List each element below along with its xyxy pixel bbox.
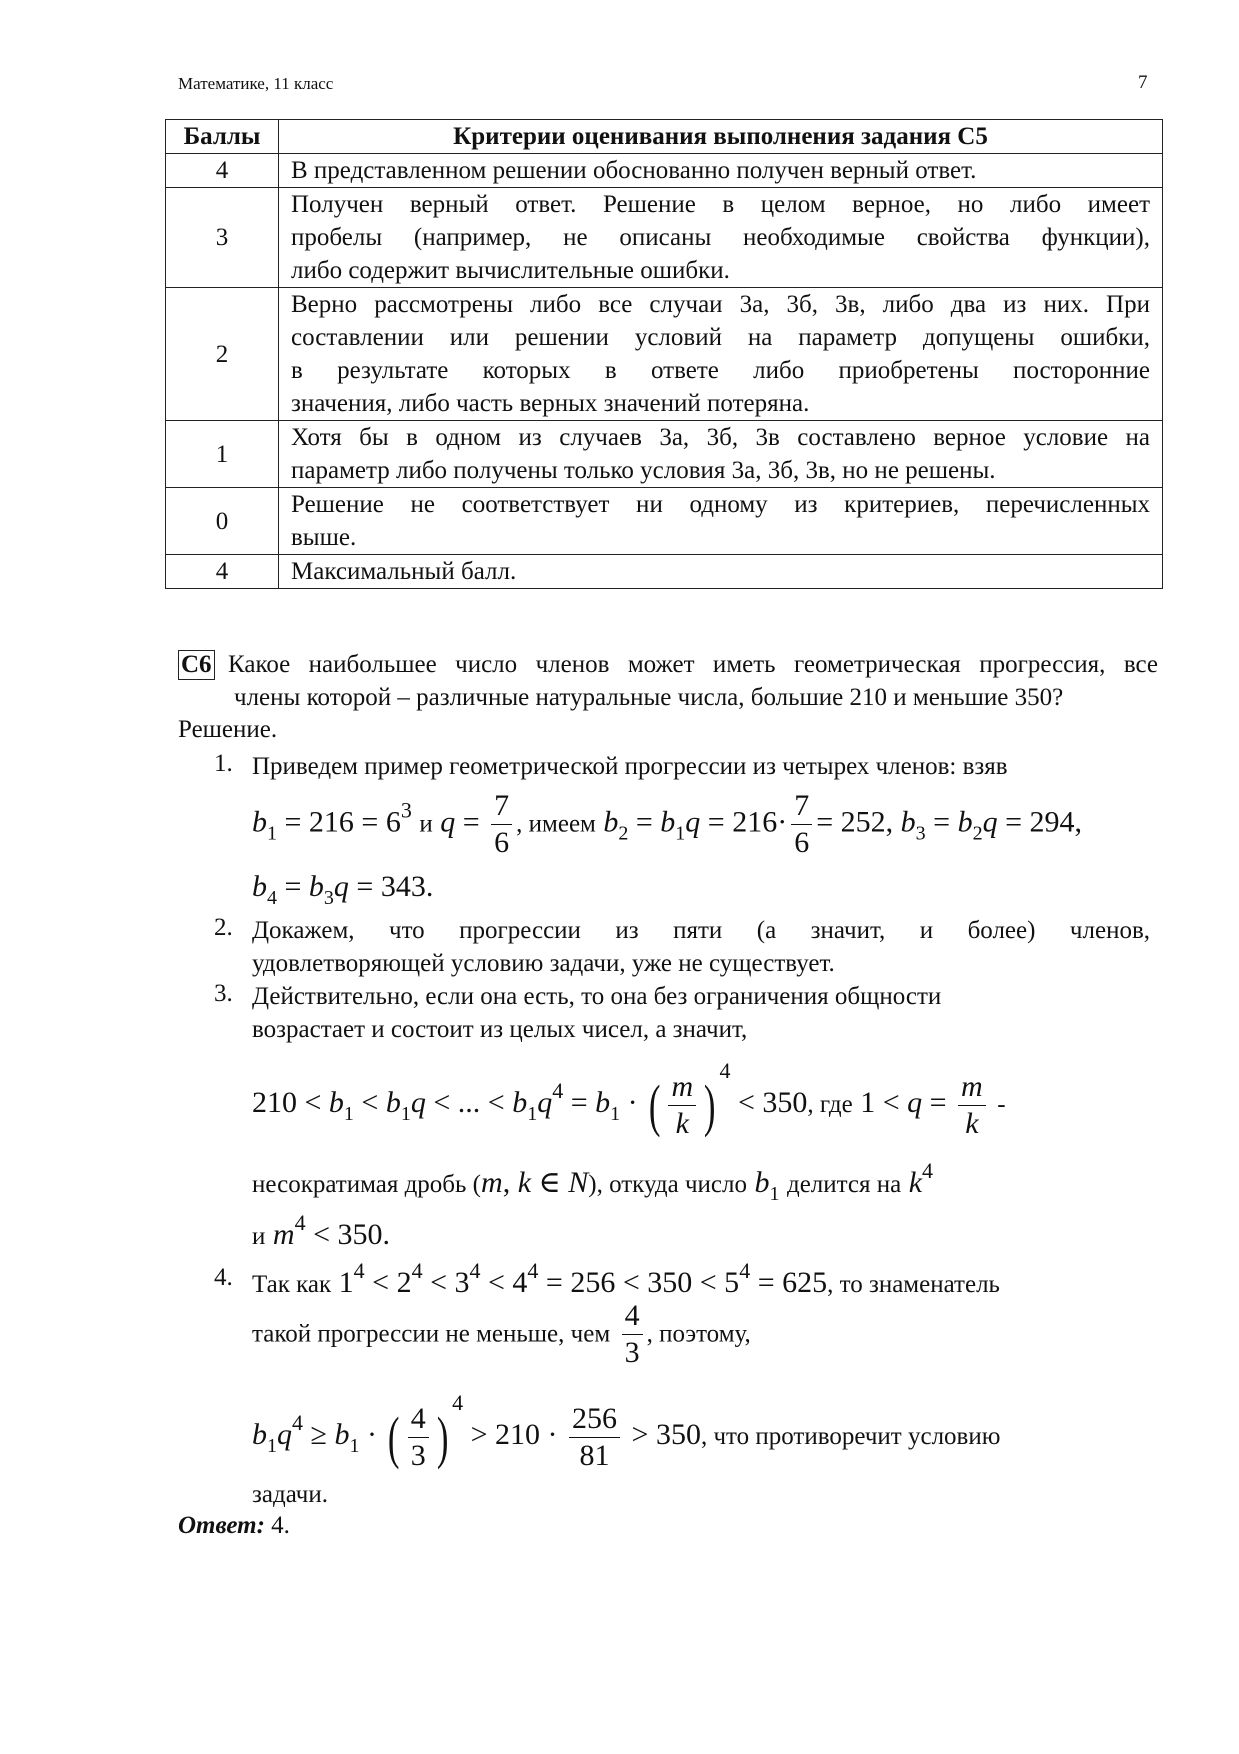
table-row	[166, 421, 1163, 488]
score-cell: 0	[166, 488, 279, 555]
criteria-cell	[279, 421, 1163, 488]
table-header-row	[166, 120, 1163, 154]
task-question-line: члены которой – различные натуральные числа, большие 210 и меньшие 350?	[234, 684, 1064, 711]
item-number: 3.	[214, 980, 233, 1007]
item-text	[252, 914, 1150, 980]
answer-label: Ответ:	[178, 1512, 265, 1539]
criteria-line: Максимальный балл.	[291, 558, 517, 585]
formula-text: -	[997, 1091, 1006, 1118]
item-line: удовлетворяющей условию задачи, уже не существует.	[252, 950, 835, 977]
formula: несократимая дробь (m, k ∈ N), откуда число $b_1$ делится на $k^4$	[252, 1158, 934, 1205]
formula: Так как $1^4 < 2^4 < 3^4 < 4^4 = 256 < 350 < 5^4 = 625$, то знаменатель	[252, 1258, 1000, 1299]
item-text: Приведем пример геометрической прогрессии из четырех членов: взяв	[252, 753, 1008, 780]
solution-label: Решение.	[178, 716, 278, 743]
score-cell: 2	[166, 288, 279, 421]
col-criteria-header: Критерии оценивания выполнения задания С5	[279, 120, 1163, 154]
item-line: задачи.	[252, 1481, 328, 1508]
score-cell: 3	[166, 188, 279, 288]
item-number: 4.	[214, 1264, 233, 1291]
formula-text: и	[419, 810, 433, 838]
formula: $b_1 = 216 = 6^3$ и q = $\frac{7}{6}$ , имеем $b_2 = b_1q = 216\cdot$ $\frac{7}{6}$ = 252, $b_3 = b_2q = 294$,	[252, 789, 1082, 859]
formula-text: делится на	[786, 1171, 902, 1198]
formula: $b_4 = b_3q = 343$.	[252, 870, 434, 909]
formula-text: , где	[807, 1091, 853, 1118]
formula-text: , что противоречит условию	[700, 1423, 1001, 1450]
criteria-cell	[279, 555, 1163, 589]
item-line: возрастает и состоит из целых чисел, а значит,	[252, 1016, 748, 1043]
criteria-line: В представленном решении обоснованно получен верный ответ.	[291, 157, 977, 184]
criteria-line: Получен верный ответ. Решение в целом верное, но либо имеет	[291, 191, 1150, 218]
task-label: С6	[178, 650, 215, 680]
criteria-cell	[279, 154, 1163, 188]
task-c6	[178, 648, 1158, 711]
criteria-cell	[279, 188, 1163, 288]
formula-text: ), откуда число	[588, 1171, 747, 1198]
criteria-cell	[279, 488, 1163, 555]
criteria-line: параметр либо получены только условия 3а, 3б, 3в, но не решены.	[291, 457, 996, 484]
answer	[178, 1512, 290, 1540]
criteria-line: в результате которых в ответе либо приобретены посторонние	[291, 357, 1150, 384]
item-text	[252, 980, 1150, 1046]
score-cell: 4	[166, 154, 279, 188]
formula: такой прогрессии не меньше, чем $\frac{4}{3}$ , поэтому,	[252, 1299, 751, 1369]
criteria-line: значения, либо часть верных значений потеряна.	[291, 390, 810, 417]
task-question-line: Какое наибольшее число членов может иметь геометрическая прогрессия, все	[228, 651, 1158, 678]
table-row	[166, 154, 1163, 188]
formula: $b_1q^4 \ge b_1$ · ( $\frac{4}{3}$ )$^4$ > 210 · $\frac{256}{81}$ > 350, что противоречит условию	[252, 1390, 1001, 1472]
col-score-header: Баллы	[166, 120, 279, 154]
criteria-line: Верно рассмотрены либо все случаи 3а, 3б, 3в, либо два из них. При	[291, 291, 1150, 318]
item-line: Докажем, что прогрессии из пяти (а значит, и более) членов,	[252, 917, 1150, 944]
table-row	[166, 555, 1163, 589]
table-row	[166, 488, 1163, 555]
formula-text: такой прогрессии не меньше, чем	[252, 1320, 611, 1348]
formula: и $m^4 < 350$.	[252, 1210, 390, 1251]
item-line: Действительно, если она есть, то она без ограничения общности	[252, 983, 942, 1010]
formula-text: , поэтому,	[646, 1320, 751, 1348]
criteria-line: либо содержит вычислительные ошибки.	[291, 257, 730, 284]
item-number: 2.	[214, 914, 233, 941]
answer-value: 4.	[271, 1512, 290, 1539]
score-cell: 4	[166, 555, 279, 589]
table-row	[166, 188, 1163, 288]
formula-text: Так как	[252, 1271, 332, 1298]
criteria-line: выше.	[291, 524, 357, 551]
running-header: Математике, 11 класс	[178, 74, 334, 93]
item-number: 1.	[214, 750, 233, 777]
formula-text: и	[252, 1223, 266, 1250]
formula-text: несократимая дробь (	[252, 1171, 482, 1198]
criteria-line: составлении или решении условий на параметр допущены ошибки,	[291, 324, 1150, 351]
criteria-line: Хотя бы в одном из случаев 3а, 3б, 3в составлено верное условие на	[291, 424, 1150, 451]
criteria-line: Решение не соответствует ни одному из критериев, перечисленных	[291, 491, 1150, 518]
score-cell: 1	[166, 421, 279, 488]
criteria-cell	[279, 288, 1163, 421]
formula: $210 < b_1 < b_1q$ < ... < $b_1q^4 = b_1$ · ( $\frac{m}{k}$ )$^4$ < 350, где 1 < q = $\frac{m}{k}$ -	[252, 1058, 1006, 1140]
table-row	[166, 288, 1163, 421]
formula-text: , то знаменатель	[827, 1271, 1000, 1298]
criteria-table	[165, 119, 1163, 589]
criteria-line: пробелы (например, не описаны необходимые свойства функции),	[291, 224, 1150, 251]
formula-text: , имеем	[516, 810, 596, 838]
page-number: 7	[1138, 72, 1148, 93]
